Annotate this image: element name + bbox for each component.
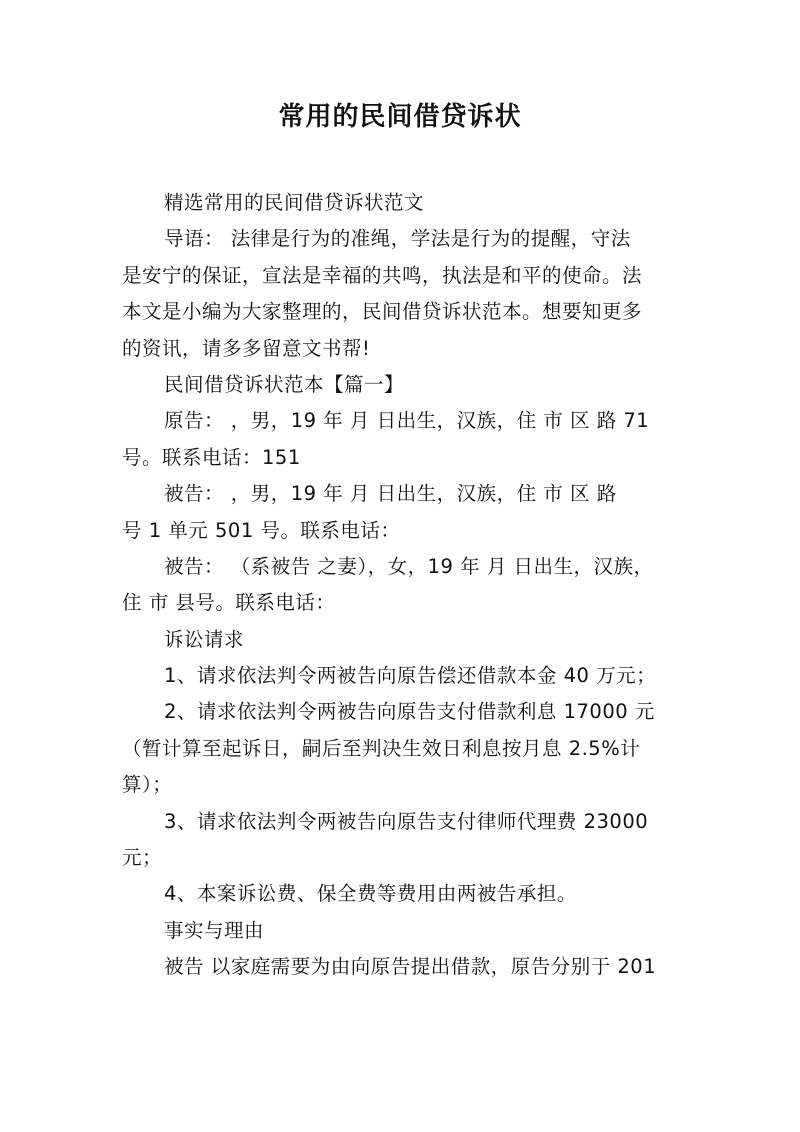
text-line: 号。联系电话：151 [122,445,301,469]
text-line: 的资讯，请多多留意文书帮! [122,336,371,360]
text-line: 号 1 单元 501 号。联系电话： [122,518,401,542]
document-title: 常用的民间借贷诉状 [278,102,522,132]
text-line: 3、请求依法判令两被告向原告支付律师代理费 23000 [164,809,649,833]
text-line: 1、请求依法判令两被告向原告偿还借款本金 40 万元； [164,664,657,688]
text-line: 精选常用的民间借贷诉状范文 [164,191,425,214]
document-body [122,185,682,986]
text-line: 是安宁的保证，宣法是幸福的共鸣，执法是和平的使命。法 [122,263,643,287]
text-line: 民间借贷诉状范本【篇一】 [164,372,405,396]
text-line: 导语： 法律是行为的准绳，学法是行为的提醒，守法 [164,227,631,251]
text-line: 住 市 县号。联系电话： [122,591,336,615]
text-line: 被告 以家庭需要为由向原告提出借款，原告分别于 201 [164,955,657,979]
text-line: 被告： ，男，19 年 月 日出生，汉族，住 市 区 路 [164,482,617,506]
text-line: 2、请求依法判令两被告向原告支付借款利息 17000 元 [164,700,655,724]
text-line: 元； [122,846,163,870]
text-line: （暂计算至起诉日，嗣后至判决生效日利息按月息 2.5%计 [122,736,641,760]
text-line: 被告： （系被告 之妻），女，19 年 月 日出生，汉族， [164,554,654,578]
text-line: 本文是小编为大家整理的，民间借贷诉状范本。想要知更多 [122,300,643,324]
text-line: 事实与理由 [164,918,265,942]
text-line: 4、本案诉讼费、保全费等费用由两被告承担。 [164,882,577,906]
text-line: 算）； [122,773,173,797]
text-line: 诉讼请求 [164,627,245,651]
text-line: 原告： ，男，19 年 月 日出生，汉族，住 市 区 路 71 [164,409,650,433]
